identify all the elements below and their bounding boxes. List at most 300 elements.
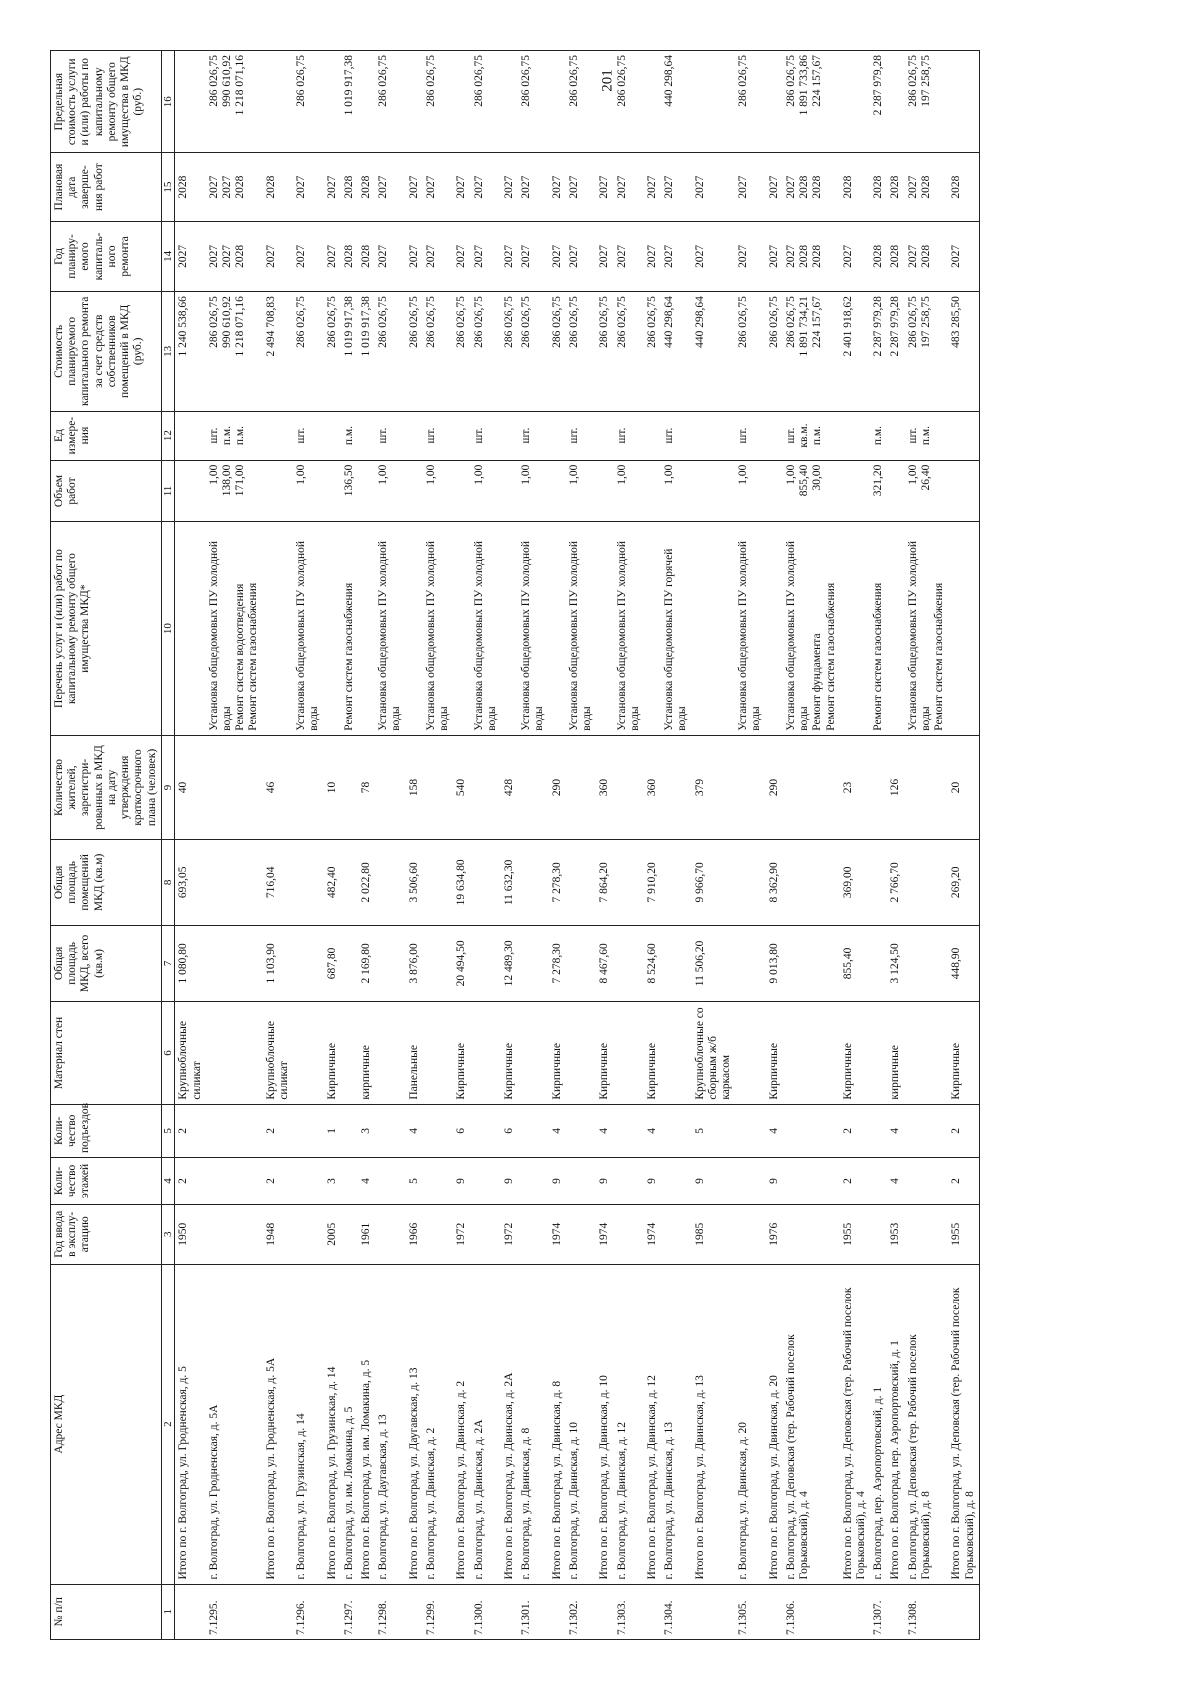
page-number: 201 [599,69,616,92]
unit-cell [735,411,765,460]
premises-area [735,840,765,925]
entrance-count [614,1104,644,1157]
premises-area: 369,00 [840,840,870,925]
resident-count [661,735,691,840]
unit: п.м. [811,425,824,446]
resident-count [905,735,949,840]
end-date-cell [549,153,566,221]
table-row [783,51,840,1640]
column-header: Предельная стоимость услуги и (или) работы по капитальному ремонту общего имущества в МКД (руб.) [51,51,162,153]
total-area [905,925,949,1002]
repair-year: 2027 [950,244,963,268]
row-number [324,1584,341,1639]
premises-area [293,840,323,925]
cost-limit: 286 026,75 [207,55,220,107]
planned-cost-cell [766,292,783,411]
wall-material [471,1002,501,1104]
repair-year-cell [453,221,470,291]
cost-limit: 197 258,75 [919,55,932,107]
repair-year: 2027 [767,244,780,268]
end-date: 2027 [693,175,706,199]
address: г. Волгоград, ул. Двинская, д. 2 [423,1264,453,1584]
column-number: 13 [161,292,175,411]
repair-year-cell [423,221,453,291]
planned-cost: 286 026,75 [737,296,750,348]
cost-limit-cell [661,51,691,153]
planned-cost-cell [293,292,323,411]
planned-cost: 2 494 708,83 [264,296,277,357]
year-built [375,1204,405,1264]
repair-year: 2027 [221,244,234,268]
table-body [175,51,979,1640]
work-volume-cell [661,460,691,522]
table-row [293,51,323,1640]
wall-material: Кирпичные [766,1002,783,1104]
end-date-cell [766,153,783,221]
end-date-cell [870,153,887,221]
wall-material: Панельные [406,1002,423,1104]
planned-cost: 286 026,75 [767,296,780,348]
repair-year-cell [406,221,423,291]
row-number: 7.1308. [905,1584,949,1639]
planned-cost-cell [406,292,423,411]
work-item-cell [423,522,453,735]
end-date-cell [423,153,453,221]
work-item: Установка общедомовых ПУ холодной воды [520,540,546,731]
planned-cost: 1 019 917,38 [342,296,355,357]
unit: шт. [207,427,220,444]
cost-limit-cell [549,51,566,153]
total-row [453,51,470,1640]
premises-area: 11 632,30 [501,840,518,925]
repair-year-cell [324,221,341,291]
work-volume: 138,00 [221,464,234,497]
unit-cell [549,411,566,460]
wall-material: кирпичные [358,1002,375,1104]
total-row [644,51,661,1640]
work-item: Установка общедомовых ПУ холодной воды [472,540,498,731]
planned-cost-cell [423,292,453,411]
total-area [341,925,358,1002]
work-volume-cell [423,460,453,522]
column-number: 3 [161,1204,175,1264]
cost-limit-cell [735,51,765,153]
row-number [840,1584,870,1639]
cost-limit: 286 026,75 [520,55,533,107]
total-area [783,925,840,1002]
table-row [566,51,596,1640]
planned-cost: 286 026,75 [424,296,437,348]
premises-area: 716,04 [263,840,293,925]
year-built: 1953 [887,1204,904,1264]
total-area [870,925,887,1002]
wall-material: Крупноблочные силикат [263,1002,293,1104]
repair-year: 2027 [207,244,220,268]
row-number [692,1584,736,1639]
floor-count [375,1157,405,1204]
work-item-cell [471,522,501,735]
floor-count [341,1157,358,1204]
resident-count: 20 [948,735,979,840]
column-number: 14 [161,221,175,291]
planned-cost: 286 026,75 [325,296,338,348]
cost-limit-cell [766,51,783,153]
end-date: 2027 [325,175,338,199]
premises-area [341,840,358,925]
unit: шт. [784,427,797,444]
work-item: Установка общедомовых ПУ холодной воды [377,540,403,731]
year-built [614,1204,644,1264]
cost-limit: 224 157,67 [811,55,824,107]
unit-cell [566,411,596,460]
table-row [423,51,453,1640]
end-date-cell [471,153,501,221]
repair-year: 2027 [325,244,338,268]
repair-year-cell [766,221,783,291]
total-area: 20 494,50 [453,925,470,1002]
cost-limit: 286 026,75 [615,55,628,107]
total-area: 8 467,60 [596,925,613,1002]
repair-year: 2027 [615,244,628,268]
cost-limit-cell [870,51,887,153]
unit: шт. [520,427,533,444]
repair-year-cell [735,221,765,291]
cost-limit-cell [783,51,840,153]
repair-year: 2027 [567,244,580,268]
end-date: 2027 [502,175,515,199]
end-date: 2028 [889,175,902,199]
work-item-cell [870,522,887,735]
repair-year: 2027 [520,244,533,268]
year-built: 1974 [596,1204,613,1264]
end-date: 2027 [221,175,234,199]
row-number: 7.1304. [661,1584,691,1639]
year-built [783,1204,840,1264]
planned-cost: 1 891 734,21 [798,296,811,357]
planned-cost-cell [566,292,596,411]
entrance-count [566,1104,596,1157]
planned-cost: 286 026,75 [377,296,390,348]
resident-count [614,735,644,840]
entrance-count: 2 [948,1104,979,1157]
wall-material: Кирпичные [840,1002,870,1104]
premises-area [905,840,949,925]
column-number: 16 [161,51,175,153]
unit-cell [518,411,548,460]
work-item-cell [661,522,691,735]
total-area: 8 524,60 [644,925,661,1002]
work-item-cell [324,522,341,735]
unit: шт. [424,427,437,444]
table-row [206,51,263,1640]
address: г. Волгоград, ул. Деповская (тер. Рабочий поселок Горьковский), д. 8 [905,1264,949,1584]
resident-count: 78 [358,735,375,840]
address: Итого по г. Волгоград, ул. Двинская, д. 2А [501,1264,518,1584]
column-number: 1 [161,1584,175,1639]
cost-limit: 1 019 917,38 [342,55,355,116]
resident-count: 40 [175,735,206,840]
end-date-cell [840,153,870,221]
repair-year: 2027 [645,244,658,268]
total-area: 687,80 [324,925,341,1002]
row-number [887,1584,904,1639]
cost-limit-cell [471,51,501,153]
premises-area [518,840,548,925]
planned-cost: 2 287 979,28 [889,296,902,357]
work-volume-cell [840,460,870,522]
row-number: 7.1307. [870,1584,887,1639]
work-volume-cell [263,460,293,522]
cost-limit-cell [948,51,979,153]
wall-material: Кирпичные [948,1002,979,1104]
planned-cost-cell [596,292,613,411]
work-volume: 1,00 [906,464,919,485]
total-area: 7 278,30 [549,925,566,1002]
end-date-cell [905,153,949,221]
floor-count [661,1157,691,1204]
end-date-cell [644,153,661,221]
end-date: 2027 [295,175,308,199]
unit-cell [375,411,405,460]
repair-year: 2027 [502,244,515,268]
resident-count: 428 [501,735,518,840]
work-volume-cell [566,460,596,522]
repair-year: 2027 [177,244,190,268]
address: Итого по г. Волгоград, ул. Двинская, д. 20 [766,1264,783,1584]
repair-year: 2027 [906,244,919,268]
planned-cost: 1 240 538,66 [177,296,190,357]
unit-cell [905,411,949,460]
repair-year: 2028 [811,244,824,268]
work-volume: 1,00 [377,464,390,485]
total-area [293,925,323,1002]
work-volume-cell [518,460,548,522]
end-date: 2028 [950,175,963,199]
repair-year: 2028 [872,244,885,268]
work-item-cell [735,522,765,735]
repair-year: 2027 [295,244,308,268]
planned-cost-cell [324,292,341,411]
year-built: 1974 [549,1204,566,1264]
total-row [175,51,206,1640]
year-built [566,1204,596,1264]
unit: п.м. [221,425,234,446]
work-item-cell [840,522,870,735]
work-volume-cell [358,460,375,522]
work-volume: 1,00 [737,464,750,485]
column-header: Общая площадь МКД, всего (кв.м) [51,925,162,1002]
resident-count: 126 [887,735,904,840]
cost-limit-cell [453,51,470,153]
premises-area: 7 864,20 [596,840,613,925]
floor-count: 2 [175,1157,206,1204]
planned-cost-cell [905,292,949,411]
work-volume-cell [644,460,661,522]
wall-material: Крупноблочные со сборным ж/б каркасом [692,1002,736,1104]
address: г. Волгоград, ул. Двинская, д. 2А [471,1264,501,1584]
planned-cost: 286 026,75 [550,296,563,348]
work-item-cell [566,522,596,735]
total-row [501,51,518,1640]
resident-count [375,735,405,840]
end-date-cell [614,153,644,221]
total-area: 12 489,30 [501,925,518,1002]
cost-limit-cell [518,51,548,153]
planned-cost-cell [206,292,263,411]
unit-cell [501,411,518,460]
column-number: 10 [161,522,175,735]
repair-year: 2028 [919,244,932,268]
work-item-cell [614,522,644,735]
table-row [870,51,887,1640]
work-item-cell [358,522,375,735]
repair-year: 2027 [264,244,277,268]
work-item: Установка общедомовых ПУ холодной воды [424,540,451,731]
unit-cell [887,411,904,460]
entrance-count [206,1104,263,1157]
work-volume-cell [948,460,979,522]
entrance-count: 4 [596,1104,613,1157]
premises-area: 2 022,80 [358,840,375,925]
premises-area [375,840,405,925]
address: г. Волгоград, ул. Гродненская, д. 5А [206,1264,263,1584]
wall-material [783,1002,840,1104]
total-area [735,925,765,1002]
work-item: Установка общедомовых ПУ холодной воды [295,540,321,731]
unit-cell [423,411,453,460]
work-volume-cell [692,460,736,522]
work-item-cell [263,522,293,735]
total-area [206,925,263,1002]
table-row [905,51,949,1640]
planned-cost-cell [358,292,375,411]
work-item: Установка общедомовых ПУ холодной воды [207,540,234,731]
floor-count [735,1157,765,1204]
repair-year-cell [566,221,596,291]
premises-area [471,840,501,925]
end-date: 2028 [360,175,373,199]
work-volume: 1,00 [520,464,533,485]
work-volume-cell [614,460,644,522]
wall-material: Кирпичные [501,1002,518,1104]
row-number: 7.1297. [341,1584,358,1639]
work-item-cell [644,522,661,735]
address: Итого по г. Волгоград, пер. Аэропортовский, д. 1 [887,1264,904,1584]
floor-count: 9 [596,1157,613,1204]
repair-year: 2027 [598,244,611,268]
end-date: 2028 [798,175,811,199]
floor-count: 9 [549,1157,566,1204]
work-item: Установка общедомовых ПУ холодной воды [737,540,763,731]
floor-count [566,1157,596,1204]
work-volume-cell [341,460,358,522]
planned-cost-cell [870,292,887,411]
wall-material: Кирпичные [453,1002,470,1104]
cost-limit: 286 026,75 [377,55,390,107]
unit: шт. [737,427,750,444]
work-volume-cell [324,460,341,522]
work-volume-cell [766,460,783,522]
year-built: 1974 [644,1204,661,1264]
end-date-cell [661,153,691,221]
work-volume-cell [175,460,206,522]
address: Итого по г. Волгоград, ул. Двинская, д. 12 [644,1264,661,1584]
address: Итого по г. Волгоград, ул. Деповская (тер. Рабочий поселок Горьковский), д. 8 [948,1264,979,1584]
planned-cost: 286 026,75 [295,296,308,348]
work-item-cell [406,522,423,735]
floor-count [614,1157,644,1204]
column-header: Материал стен [51,1002,162,1104]
year-built: 1985 [692,1204,736,1264]
entrance-count: 2 [263,1104,293,1157]
premises-area: 269,20 [948,840,979,925]
work-volume: 171,00 [234,464,247,497]
entrance-count: 2 [840,1104,870,1157]
row-number [263,1584,293,1639]
premises-area [566,840,596,925]
repair-year-cell [471,221,501,291]
year-built [293,1204,323,1264]
cost-limit: 286 026,75 [784,55,797,107]
planned-cost-cell [453,292,470,411]
unit: шт. [295,427,308,444]
row-number: 7.1299. [423,1584,453,1639]
total-area: 1 080,80 [175,925,206,1002]
cost-limit-cell [566,51,596,153]
year-built: 1948 [263,1204,293,1264]
address: Итого по г. Волгоград, ул. Двинская, д. 13 [692,1264,736,1584]
entrance-count [423,1104,453,1157]
unit-cell [644,411,661,460]
work-volume-cell [375,460,405,522]
unit-cell [324,411,341,460]
total-area: 3 876,00 [406,925,423,1002]
end-date: 2028 [342,175,355,199]
cost-limit-cell [358,51,375,153]
year-built: 1955 [948,1204,979,1264]
row-number [358,1584,375,1639]
end-date-cell [263,153,293,221]
end-date-cell [887,153,904,221]
work-volume-cell [870,460,887,522]
planned-cost: 1 218 071,16 [234,296,247,357]
row-number [766,1584,783,1639]
cost-limit-cell [644,51,661,153]
end-date-cell [358,153,375,221]
work-volume-cell [549,460,566,522]
planned-cost: 197 258,75 [919,296,932,348]
repair-plan-table [50,50,980,1640]
resident-count: 158 [406,735,423,840]
total-area [423,925,453,1002]
unit: п.м. [234,425,247,446]
planned-cost-cell [341,292,358,411]
wall-material: кирпичные [887,1002,904,1104]
repair-year-cell [518,221,548,291]
wall-material [423,1002,453,1104]
end-date: 2028 [264,175,277,199]
work-volume-cell [905,460,949,522]
end-date-cell [783,153,840,221]
work-item-cell [948,522,979,735]
repair-year-cell [644,221,661,291]
floor-count [206,1157,263,1204]
row-number [644,1584,661,1639]
work-item-cell [549,522,566,735]
unit-cell [692,411,736,460]
cost-limit-cell [375,51,405,153]
unit: шт. [663,427,676,444]
